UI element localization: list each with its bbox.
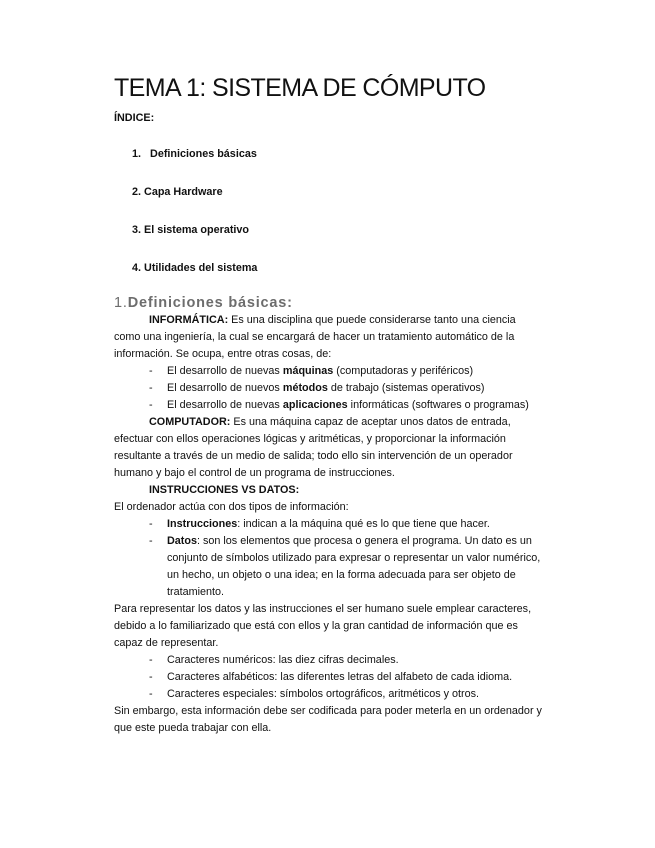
paragraph-computador — [114, 414, 544, 482]
list-item — [114, 516, 544, 533]
dash-bullet: - — [149, 399, 153, 411]
item-bold-text: Datos — [167, 535, 197, 547]
heading-instrucciones-vs-datos: INSTRUCCIONES VS DATOS: — [149, 484, 300, 496]
item-text: Caracteres especiales: símbolos ortográficos, aritméticos y otros. — [167, 688, 480, 700]
dash-bullet: - — [149, 671, 153, 683]
dash-bullet: - — [149, 535, 153, 547]
dash-bullet: - — [149, 688, 153, 700]
item-text: de trabajo (sistemas operativos) — [327, 382, 485, 394]
index-label: ÍNDICE: — [114, 112, 155, 124]
instrucciones-list — [114, 516, 544, 601]
paragraph-closing: Sin embargo, esta información debe ser codificada para poder meterla en un ordenador y que este pueda trabajar con ella. — [114, 705, 542, 734]
item-text: : indican a la máquina qué es lo que tiene que hacer. — [237, 518, 490, 530]
toc-number: 2. — [132, 186, 142, 198]
toc-item-2 — [114, 184, 544, 201]
term-informatica: INFORMÁTICA: — [149, 314, 229, 326]
page-title: TEMA 1: SISTEMA DE CÓMPUTO — [114, 74, 486, 102]
list-item — [114, 669, 544, 686]
list-item — [114, 652, 544, 669]
paragraph-caracteres: Para representar los datos y las instrucciones el ser humano suele emplear caracteres, debido a lo familiarizado que está con ellos y la gran cantidad de información que es capaz de representar. — [114, 603, 532, 649]
computador-text: Es una máquina capaz de aceptar unos datos de entrada, efectuar con ellos operaciones lógicas y aritméticas, y proporcionar la información resultante a través de un medio de salida; todo ello sin intervención de un operador humano y bajo el control de un programa de instrucciones. — [114, 416, 513, 479]
toc-number: 3. — [132, 224, 142, 236]
caracteres-list — [114, 652, 544, 703]
toc-item-4 — [114, 260, 544, 277]
list-item — [114, 363, 544, 380]
item-bold-text: máquinas — [282, 365, 334, 377]
item-text: (computadoras y periféricos) — [333, 365, 474, 377]
toc-item-1 — [114, 146, 544, 163]
term-computador: COMPUTADOR: — [149, 416, 231, 428]
informatica-list — [114, 363, 544, 414]
item-bold-text: Instrucciones — [167, 518, 238, 530]
item-text: Caracteres alfabéticos: las diferentes letras del alfabeto de cada idioma. — [167, 671, 513, 683]
list-item — [114, 686, 544, 703]
toc-number: 1. — [132, 148, 142, 160]
item-text: : son los elementos que procesa o genera el programa. Un dato es un conjunto de símbolos utilizado para expresar o representar un valor numérico, un hecho, un objeto o una idea; en la forma adecuada para ser objeto de tratamiento. — [167, 535, 541, 598]
item-text: El desarrollo de nuevas — [167, 365, 283, 377]
toc-label: Capa Hardware — [144, 186, 223, 198]
section-title-text: Definiciones básicas: — [127, 295, 293, 311]
table-of-contents — [114, 146, 544, 277]
toc-label: El sistema operativo — [144, 224, 250, 236]
list-item — [114, 397, 544, 414]
dash-bullet: - — [149, 518, 153, 530]
section-heading-definiciones — [114, 294, 544, 312]
toc-label: Utilidades del sistema — [144, 262, 258, 274]
paragraph-informatica — [114, 312, 544, 363]
dash-bullet: - — [149, 382, 153, 394]
list-item — [114, 533, 544, 601]
item-text: Caracteres numéricos: las diez cifras decimales. — [167, 654, 399, 666]
item-text: El desarrollo de nuevas — [167, 399, 283, 411]
toc-number: 4. — [132, 262, 142, 274]
item-bold-text: aplicaciones — [282, 399, 348, 411]
paragraph-intro: El ordenador actúa con dos tipos de información: — [114, 501, 349, 513]
document-page — [114, 72, 544, 737]
item-text: El desarrollo de nuevos — [167, 382, 283, 394]
dash-bullet: - — [149, 365, 153, 377]
list-item — [114, 380, 544, 397]
toc-label: Definiciones básicas — [150, 148, 257, 160]
toc-item-3 — [114, 222, 544, 239]
item-bold-text: métodos — [282, 382, 328, 394]
dash-bullet: - — [149, 654, 153, 666]
section-number: 1. — [114, 295, 128, 311]
informatica-text: Es una disciplina que puede considerarse tanto una ciencia como una ingeniería, la cual se encargará de hacer un tratamiento automático de la información. Se ocupa, entre otras cosas, de: — [114, 314, 516, 360]
item-text: informáticas (softwares o programas) — [347, 399, 529, 411]
